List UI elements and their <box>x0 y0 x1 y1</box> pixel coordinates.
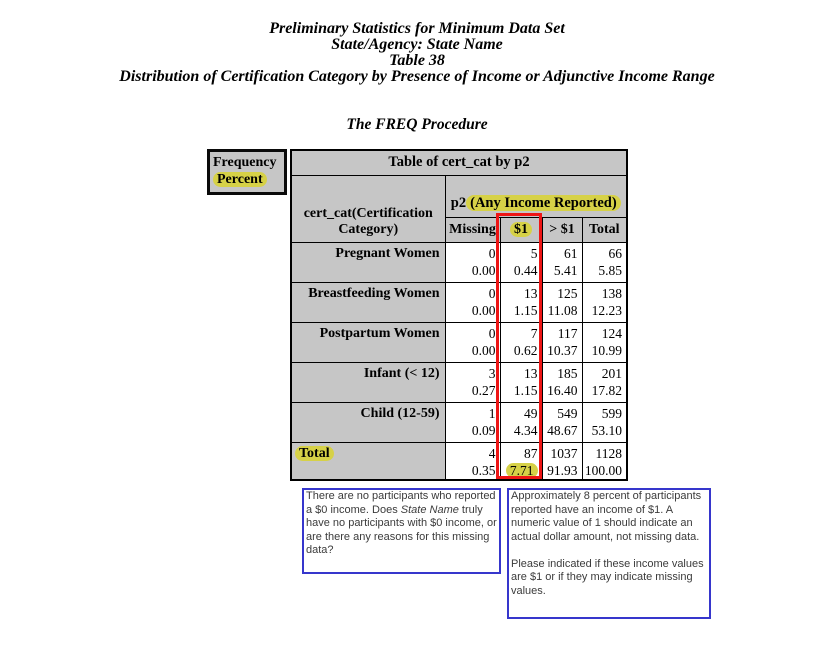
total-row-label <box>291 442 445 480</box>
pct-value: 53.10 <box>591 422 622 438</box>
freq-value: 61 <box>564 245 578 261</box>
pct-value: 4.34 <box>513 422 538 438</box>
table-title: Table of cert_cat by p2 <box>291 150 627 175</box>
pct-value <box>501 462 538 479</box>
freq-pct-cell <box>542 442 582 480</box>
freq-value: 185 <box>557 365 578 381</box>
freq-value: 0 <box>488 325 496 341</box>
freq-pct-cell <box>445 402 500 442</box>
pct-value: 0.27 <box>471 382 496 398</box>
freq-pct-cell <box>582 242 627 282</box>
legend-percent-label: Percent <box>213 172 267 187</box>
column-dimension-header <box>445 175 627 217</box>
freq-pct-cell <box>542 402 582 442</box>
dollar1-highlight: $1 <box>510 222 532 237</box>
pct-value: 10.37 <box>547 342 578 358</box>
freq-pct-cell <box>445 442 500 480</box>
freq-pct-cell <box>500 282 542 322</box>
freq-pct-cell <box>582 402 627 442</box>
note-left-state-name: State Name <box>400 503 459 516</box>
table-row <box>291 322 627 362</box>
freq-procedure-title: The FREQ Procedure <box>346 116 488 133</box>
row-dimension-header: cert_cat(Certification Category) <box>291 175 445 242</box>
freq-pct-cell <box>542 362 582 402</box>
freq-value: 4 <box>488 445 496 461</box>
col-header-missing: Missing <box>445 217 500 242</box>
freq-pct-cell <box>500 402 542 442</box>
row-label: Breastfeeding Women <box>291 282 445 322</box>
legend-box <box>207 149 287 195</box>
freq-pct-cell <box>445 242 500 282</box>
total-row <box>291 442 627 480</box>
pct-value: 11.08 <box>547 302 578 318</box>
row-label: Pregnant Women <box>291 242 445 282</box>
note-right-paragraph-1: Approximately 8 percent of participants reported have an income of $1. A numeric value of 1 should indicate an actual dollar amount, not missing data. <box>511 490 702 543</box>
pct-value: 5.85 <box>598 262 622 278</box>
freq-pct-cell <box>542 282 582 322</box>
note-left-text-after: truly have no participants with $0 income, or are there any reasons for this missing data? <box>306 503 497 556</box>
freq-value: 549 <box>557 405 578 421</box>
title-line-3: Table 38 <box>389 52 445 69</box>
col-header-gt-dollar1: > $1 <box>542 217 582 242</box>
note-left-text-before: There are no participants who reported a $0 income. Does <box>306 490 496 516</box>
table-row <box>291 402 627 442</box>
freq-pct-cell <box>500 242 542 282</box>
row-label: Postpartum Women <box>291 322 445 362</box>
legend-frequency-label: Frequency <box>213 155 277 170</box>
freq-value: 87 <box>524 445 538 461</box>
freq-pct-cell <box>542 322 582 362</box>
pct-value: 12.23 <box>591 302 622 318</box>
freq-value: 1128 <box>595 445 622 461</box>
report-title-block <box>0 21 834 85</box>
freq-value: 3 <box>488 365 496 381</box>
note-right-paragraph-2: Please indicated if these income values are $1 or if they may indicate missing values. <box>511 557 704 597</box>
freq-value: 124 <box>601 325 622 341</box>
freq-pct-cell <box>445 282 500 322</box>
freq-pct-cell <box>582 322 627 362</box>
freq-pct-cell <box>582 362 627 402</box>
col-header-dollar1 <box>500 217 542 242</box>
freq-value: 599 <box>601 405 622 421</box>
row-label: Infant (< 12) <box>291 362 445 402</box>
table-row <box>291 242 627 282</box>
freq-value: 138 <box>601 285 622 301</box>
freq-value: 125 <box>557 285 578 301</box>
pct-value: 0.00 <box>471 262 496 278</box>
pct-value: 91.93 <box>547 462 578 478</box>
freq-value: 1037 <box>550 445 578 461</box>
col-dim-highlighted-label: (Any Income Reported) <box>466 195 621 211</box>
total-dollar1-pct-highlight: 7.71 <box>506 463 538 478</box>
col-header-total: Total <box>582 217 627 242</box>
column-group-row <box>291 175 627 217</box>
freq-value: 0 <box>488 285 496 301</box>
pct-value: 0.44 <box>513 262 538 278</box>
freq-value: 66 <box>608 245 622 261</box>
table-row <box>291 282 627 322</box>
pct-value: 16.40 <box>547 382 578 398</box>
pct-value: 10.99 <box>591 342 622 358</box>
freq-value: 117 <box>557 325 578 341</box>
freq-pct-cell <box>445 322 500 362</box>
table-row <box>291 362 627 402</box>
total-label-highlight: Total <box>295 446 334 461</box>
freq-pct-cell <box>542 242 582 282</box>
freq-value: 5 <box>530 245 538 261</box>
pct-value: 48.67 <box>547 422 578 438</box>
table-title-row <box>291 150 627 175</box>
freq-value: 201 <box>601 365 622 381</box>
pct-value: 0.00 <box>471 302 496 318</box>
freq-pct-cell <box>500 362 542 402</box>
pct-value: 0.09 <box>471 422 496 438</box>
title-line-1: Preliminary Statistics for Minimum Data Set <box>269 20 565 37</box>
pct-value: 0.62 <box>513 342 538 358</box>
pct-value: 100.00 <box>584 462 622 478</box>
legend-percent-row <box>213 171 281 188</box>
pct-value: 0.00 <box>471 342 496 358</box>
title-line-4: Distribution of Certification Category by Presence of Income or Adjunctive Income Range <box>119 68 715 85</box>
freq-pct-cell <box>445 362 500 402</box>
freq-pct-cell <box>582 442 627 480</box>
title-line-2: State/Agency: State Name <box>331 36 503 53</box>
pct-value: 0.35 <box>471 462 496 478</box>
pct-value: 1.15 <box>513 302 538 318</box>
freq-pct-cell <box>582 282 627 322</box>
row-label: Child (12-59) <box>291 402 445 442</box>
pct-value: 17.82 <box>591 382 622 398</box>
freq-value: 13 <box>524 285 538 301</box>
note-box-left <box>302 488 501 574</box>
freq-value: 1 <box>488 405 496 421</box>
freq-value: 0 <box>488 245 496 261</box>
pct-value: 5.41 <box>553 262 578 278</box>
freq-pct-cell <box>500 442 542 480</box>
freq-table <box>290 149 628 481</box>
pct-value: 1.15 <box>513 382 538 398</box>
note-box-right <box>507 488 711 619</box>
freq-pct-cell <box>500 322 542 362</box>
col-dim-prefix: p2 <box>450 194 467 211</box>
freq-value: 49 <box>524 405 538 421</box>
freq-value: 7 <box>530 325 538 341</box>
freq-value: 13 <box>524 365 538 381</box>
